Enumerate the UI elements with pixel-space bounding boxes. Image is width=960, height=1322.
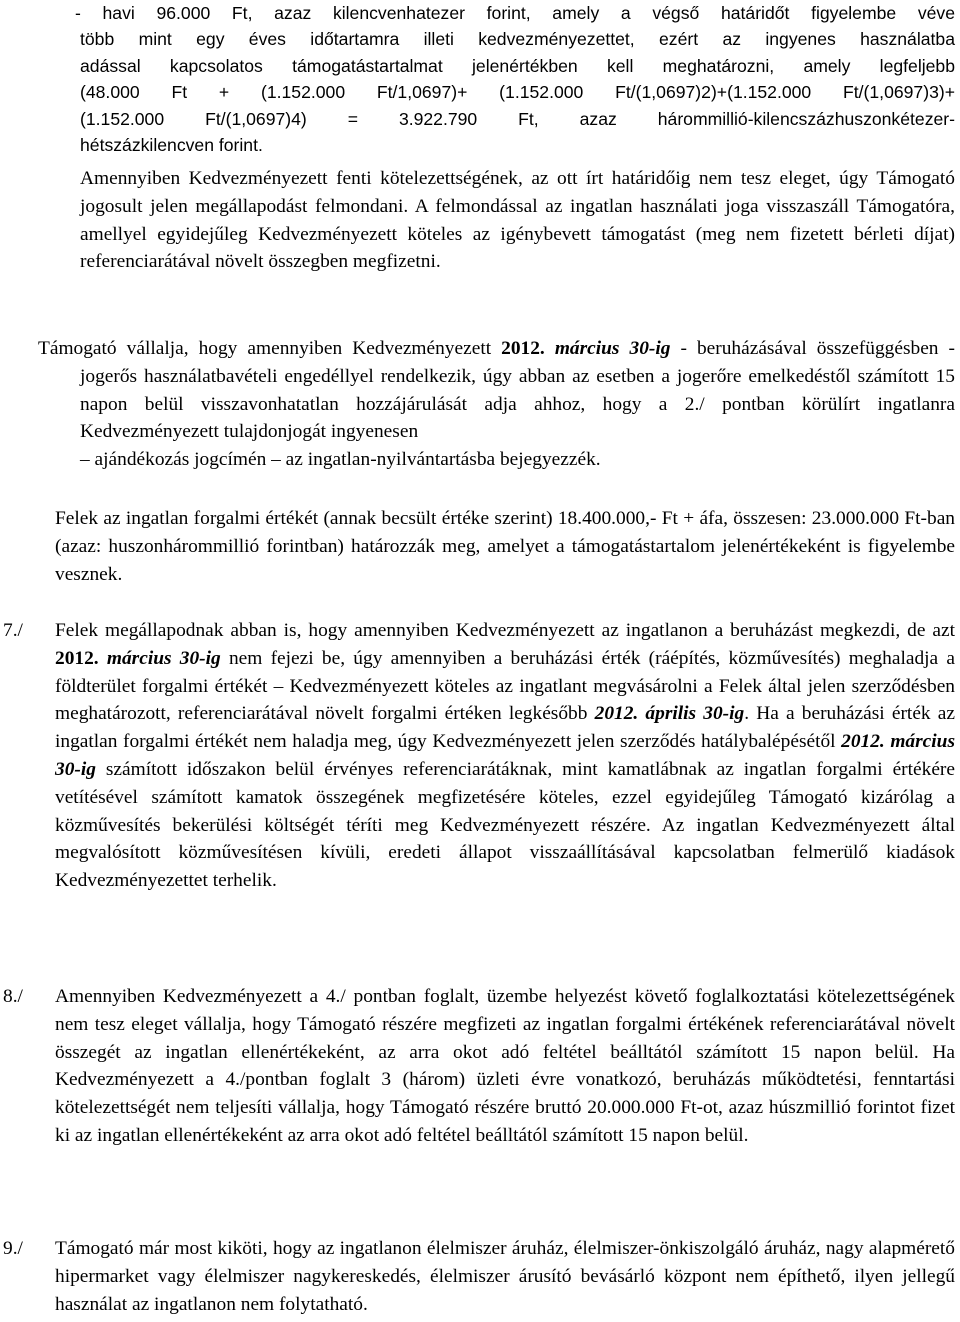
opening-paragraph [75, 0, 955, 158]
section-text: számított időszakon belül érvényes referenciarátáknak, mint kamatlábnak az ingatlan forgalmi értékére vetítésével számított kamatok összegének megfizetésére köteles, ezzel egyidejűleg Támogató kizárólag a közművesítés bekerülési költségét téríti meg Kedvezményezett részére. Az ingatlan Kedvezményezett által megvalósított közművesítésen kívüli, eredeti állapot visszaállításával kapcsolatban felmerülő kiadások Kedvezményezettet terhelik. [55, 758, 955, 892]
property-value-text: Felek az ingatlan forgalmi értékét (annak becsült értéke szerint) 18.400.000,- Ft + áfa, összesen: 23.000.000 Ft-ban (azaz: huszonhárommillió forintban) határozzák meg, amelyet a támogatástartalom jelenértékeként is figyelembe vesznek. [55, 508, 955, 585]
deadline-year: 2012. [501, 338, 545, 359]
property-value-paragraph [55, 505, 955, 588]
section-text: . Ha a beruházási érték az ingatlan forgalmi értékét nem haladja meg, úgy Kedvezményezett jelen szerződés hatálybalépésétől [55, 703, 956, 753]
deadline-date: március 30-ig [98, 647, 221, 669]
paragraph-last-line: – ajándékozás jogcímén – az ingatlan-nyilvántartásba bejegyezzék. [80, 449, 601, 471]
deadline-year: 2012. [55, 647, 99, 669]
deadline-date: március 30-ig [544, 338, 671, 359]
section-number: 8./ [3, 986, 23, 1007]
text-line: több mint egy éves időtartamra illeti kedvezményezettet, ezért az ingyenes használatba [80, 29, 955, 50]
termination-text: Amennyiben Kedvezményezett fenti kötelezettségének, az ott írt határidőig nem tesz eleget, úgy Támogató jogosult jelen megállapodást felmondani. [80, 168, 955, 217]
section-number: 7./ [3, 620, 23, 641]
deadline-date: 2012. március 30-ig [55, 731, 955, 780]
section-text: Támogató már most kiköti, hogy az ingatlanon élelmiszer áruház, élelmiszer-önkiszolgáló áruház, nagy alapmérető hipermarket vagy élelmiszer nagykereskedés, élelmiszer árusító bevásárló központ nem építhető, ilyen jellegű használat az ingatlanon nem folytatható. [55, 1238, 955, 1315]
section-text: Felek megállapodnak abban is, hogy amennyiben Kedvezményezett az ingatlanon a beruházást megkezdi, de azt [55, 620, 955, 641]
text-line: adással kapcsolatos támogatástartalmat jelenértékben kell meghatározni, amely legfeljebb [80, 55, 955, 76]
section-text: Amennyiben Kedvezményezett a 4./ pontban foglalt, üzembe helyezést követő foglalkoztatási kötelezettségének nem tesz eleget vállalja, hogy Támogató részére megfizeti az ingatlan forgalmi értékének referenciarátával növelt összegét az ingatlan ellenértékeként, az arra okot adó feltétel beálltától számított 15 napon belül. Ha Kedvezményezett a 4./pontban foglalt 3 (három) üzleti évre vonatkozó, beruházás működtetési, fenntartási kötelezettségét nem teljesíti vállalja, hogy Támogató részére bruttó 20.000.000 Ft-ot, azaz húszmillió forintot fizet ki az ingatlan ellenértékeként az arra okot adó feltétel beálltától számított 15 napon belül. [55, 986, 955, 1146]
paragraph-text: - beruházásával összefüggésben - jogerős használatbavételi engedéllyel rendelkezik, úgy abban az esetben a jogerőre emelkedéstől számított 15 napon belül visszavonhatatlan hozzájárulását adja ahhoz, hogy a 2./ pontban körülírt ingatlanra Kedvezményezett tulajdonjogát ingyenesen [80, 338, 955, 443]
section-8-paragraph [55, 983, 955, 1150]
text-line: (48.000 Ft + (1.152.000 Ft/1,0697)+ (1.152.000 Ft/(1,0697)2)+(1.152.000 Ft/(1,0697)3)+ [80, 82, 955, 103]
section-7-paragraph [55, 617, 955, 895]
text-line: hétszázkilencven forint. [80, 135, 263, 156]
section-number: 9./ [3, 1238, 23, 1259]
text-line: (1.152.000 Ft/(1,0697)4) = 3.922.790 Ft, azaz hárommillió-kilencszázhuszonkétezer- [80, 108, 955, 129]
ownership-transfer-paragraph [38, 335, 955, 474]
termination-paragraph [80, 165, 955, 276]
deadline-date: 2012. április 30-ig [594, 703, 745, 725]
termination-consequence-text: A felmondással az ingatlan használati joga visszaszáll Támogatóra, amellyel egyidejűleg Kedvezményezett köteles az igénybevett támogatást (meg nem fizetett bérleti díjat) referenciarátával növelt összegben megfizetni. [80, 195, 955, 273]
text-line: - havi 96.000 Ft, azaz kilencvenhatezer forint, amely a végső határidőt figyelembe véve [75, 3, 955, 23]
section-text: nem fejezi be, úgy amennyiben a beruházási érték (ráépítés, közművesítés) meghaladja a földterület forgalmi értékét – Kedvezményezett köteles az ingatlant megvásárolni a Felek által jelen szerződésben meghatározott, referenciarátával növelt forgalmi értéken legkésőbb [55, 647, 955, 725]
section-9-paragraph [55, 1235, 955, 1318]
paragraph-text: Támogató vállalja, hogy amennyiben Kedvezményezett [38, 338, 502, 359]
